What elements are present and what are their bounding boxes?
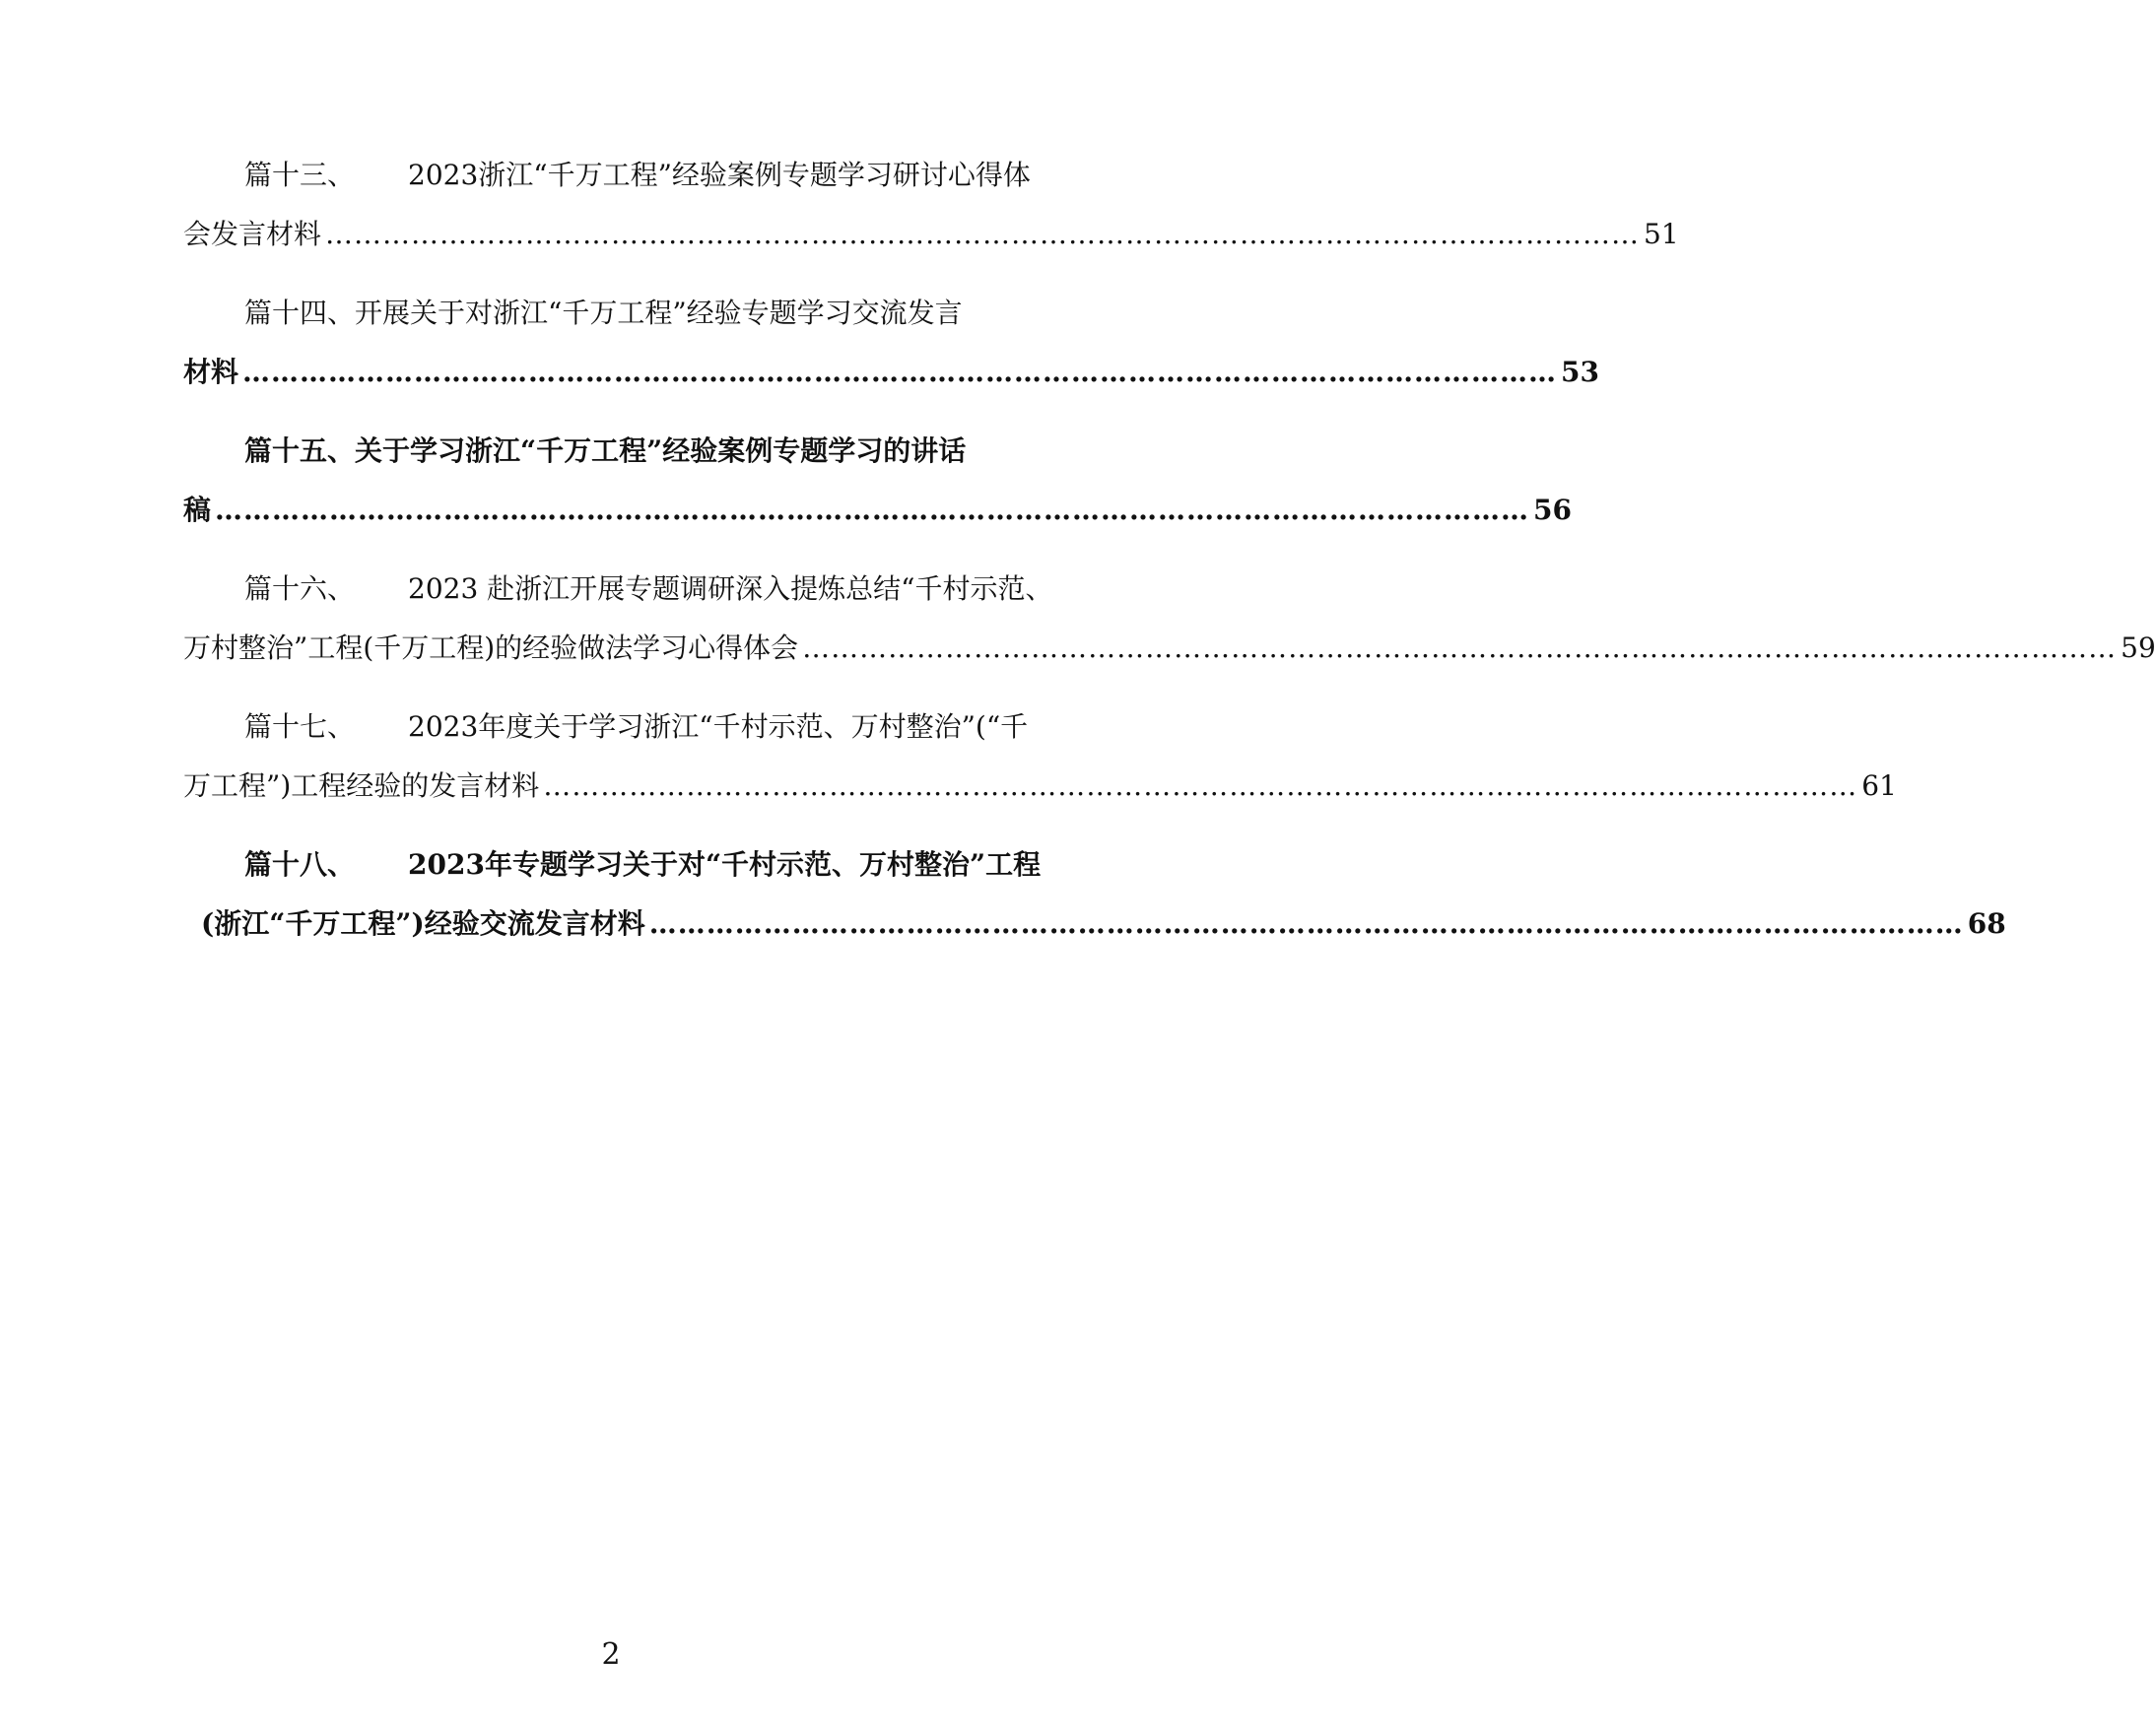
toc-entry-16[interactable] xyxy=(183,560,2156,678)
toc-entry-heading xyxy=(183,835,1042,895)
toc-page-number: 53 xyxy=(1561,356,1599,388)
toc-entry-title: 2023年度关于学习浙江“千村示范、万村整治”(“千 xyxy=(408,710,1029,743)
toc-entry-continuation xyxy=(183,895,2006,954)
table-of-contents xyxy=(183,146,2156,973)
toc-entry-title-end: 会发言材料 xyxy=(183,218,322,250)
toc-entry-title-end: 万村整治”工程(千万工程)的经验做法学习心得体会 xyxy=(183,631,799,664)
toc-entry-title: 2023浙江“千万工程”经验案例专题学习研讨心得体 xyxy=(408,159,1031,191)
toc-entry-title: 2023 赴浙江开展专题调研深入提炼总结“千村示范、 xyxy=(408,572,1053,605)
toc-entry-continuation xyxy=(183,205,1679,264)
toc-entry-14[interactable] xyxy=(183,284,1599,402)
toc-entry-title-end: (浙江“千万工程”)经验交流发言材料 xyxy=(201,907,645,940)
toc-entry-continuation xyxy=(183,619,2156,678)
toc-entry-17[interactable] xyxy=(183,698,1897,816)
toc-entry-continuation xyxy=(183,757,1897,816)
toc-page-number: 56 xyxy=(1533,494,1572,526)
toc-entry-continuation xyxy=(183,343,1599,402)
toc-entry-title-end: 稿 xyxy=(183,494,212,526)
toc-entry-heading xyxy=(183,422,1039,481)
toc-entry-label: 篇十三、 xyxy=(244,159,356,191)
toc-page-number: 68 xyxy=(1967,907,2006,940)
page-number: 2 xyxy=(601,1637,621,1672)
toc-entry-18[interactable] xyxy=(183,835,2006,954)
toc-page-number: 61 xyxy=(1861,769,1897,802)
toc-entry-heading xyxy=(183,146,1039,205)
dot-leader: ………………………………………………………………………………………………………………………… xyxy=(543,769,1858,802)
toc-entry-label: 篇十四、 xyxy=(244,297,356,329)
dot-leader: ………………………………………………………………………………………………………………………… xyxy=(648,907,1964,940)
toc-entry-heading xyxy=(183,560,1053,619)
dot-leader: ………………………………………………………………………………………………………………………… xyxy=(242,356,1558,388)
toc-entry-heading xyxy=(183,698,1039,757)
toc-entry-label: 篇十七、 xyxy=(244,710,356,743)
toc-entry-continuation xyxy=(183,481,1572,540)
toc-entry-13[interactable] xyxy=(183,146,1679,264)
dot-leader: ………………………………………………………………………………………………………………………… xyxy=(325,218,1641,250)
toc-entry-title: 关于学习浙江“千万工程”经验案例专题学习的讲话 xyxy=(355,434,967,467)
toc-entry-title-end: 材料 xyxy=(183,356,239,388)
toc-entry-15[interactable] xyxy=(183,422,1572,540)
dot-leader: ………………………………………………………………………………………………………………………… xyxy=(215,494,1530,526)
toc-entry-title: 开展关于对浙江“千万工程”经验专题学习交流发言 xyxy=(355,297,963,329)
toc-page-number: 51 xyxy=(1644,218,1679,250)
toc-entry-label: 篇十五、 xyxy=(244,434,356,467)
toc-page-number: 59 xyxy=(2121,631,2156,664)
toc-entry-title-end: 万工程”)工程经验的发言材料 xyxy=(183,769,540,802)
toc-entry-heading xyxy=(183,284,1039,343)
toc-entry-label: 篇十六、 xyxy=(244,572,356,605)
toc-entry-label: 篇十八、 xyxy=(244,848,356,881)
dot-leader: ………………………………………………………………………………………………………………………… xyxy=(802,631,2118,664)
toc-entry-title: 2023年专题学习关于对“千村示范、万村整治”工程 xyxy=(408,848,1042,881)
